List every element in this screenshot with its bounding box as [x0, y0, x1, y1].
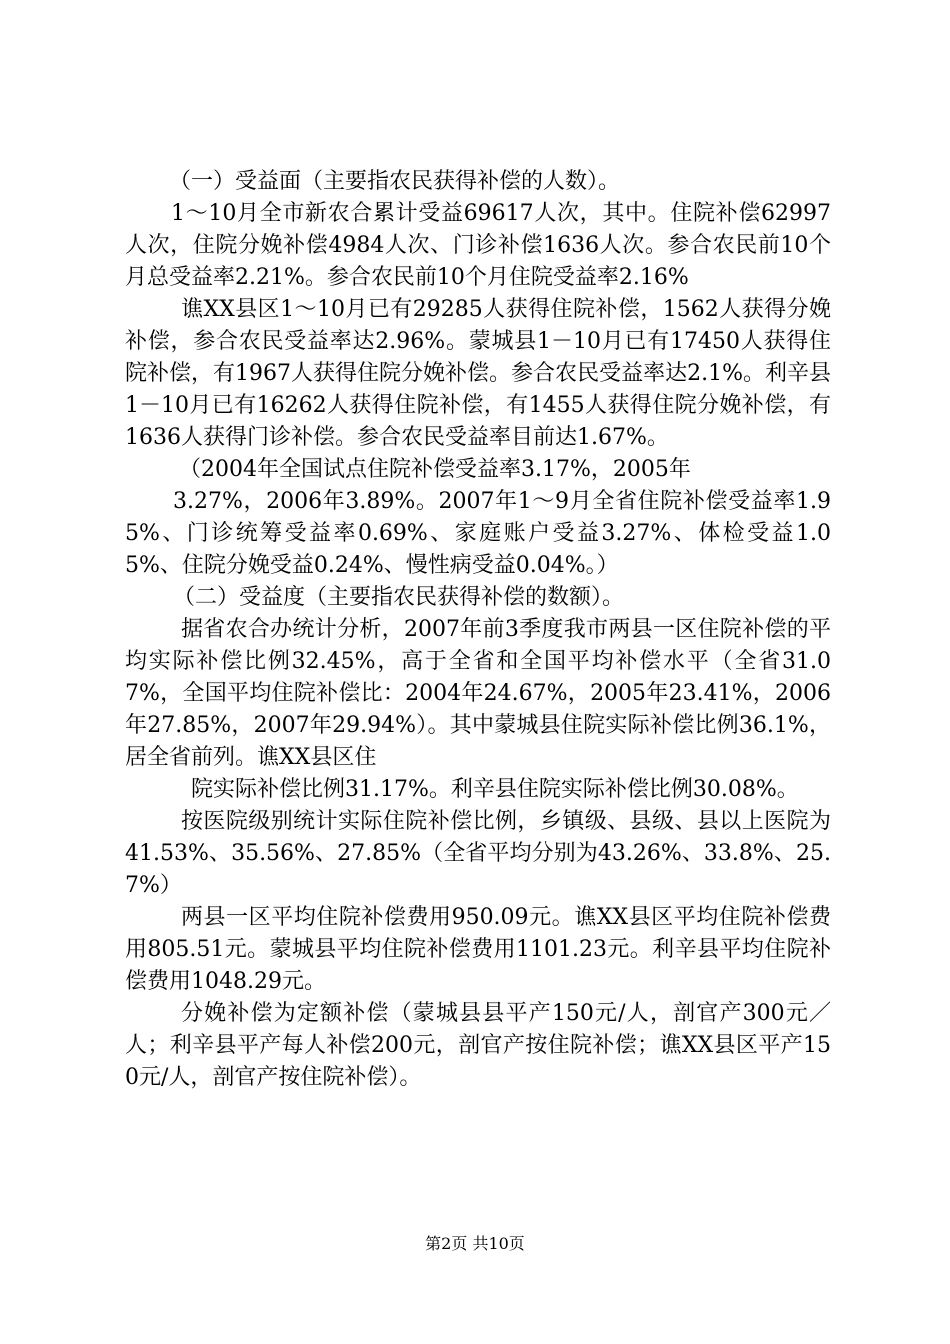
paragraph-compensation-ratio-cont: 院实际补偿比例31.17%。利辛县住院实际补偿比例30.08%。: [191, 777, 799, 802]
page-number-label: 第2页 共10页: [425, 1234, 525, 1253]
paragraph-city-total: 1～10月全市新农合累计受益69617人次，其中。住院补偿62997人次，住院分娩补偿4984人次、门诊补偿1636人次。参合农民前10个月总受益率2.21%。参合农民前10个月住院受益率2.16%: [125, 201, 831, 290]
paragraph-childbirth-compensation: 分娩补偿为定额补偿（蒙城县县平产150元/人，剖官产300元／人；利辛县平产每人补偿200元，剖官产按住院补偿；谯XX县区平产150元/人，剖官产按住院补偿）。: [125, 1001, 831, 1090]
paragraph-national-note-line1: （2004年全国试点住院补偿受益率3.17%，2005年: [179, 457, 691, 482]
paragraph-average-cost: 两县一区平均住院补偿费用950.09元。谯XX县区平均住院补偿费用805.51元。蒙城县平均住院补偿费用1101.23元。利辛县平均住院补偿费用1048.29元。: [125, 905, 831, 994]
section-heading-beneficiary-coverage: （一）受益面（主要指农民获得补偿的人数）。: [169, 169, 621, 194]
document-body: [125, 166, 831, 1094]
page-footer: [0, 1234, 950, 1254]
paragraph-compensation-ratio: 据省农合办统计分析，2007年前3季度我市两县一区住院补偿的平均实际补偿比例32.45%，高于全省和全国平均补偿水平（全省31.07%，全国平均住院补偿比：2004年24.67%，2005年23.41%，2006年27.85%，2007年29.94%）。其中蒙城县住院实际补偿比例36.1%，居全省前列。谯XX县区住: [125, 617, 831, 770]
paragraph-hospital-level: 按医院级别统计实际住院补偿比例，乡镇级、县级、县以上医院为41.53%、35.56%、27.85%（全省平均分别为43.26%、33.8%、25.7%）: [125, 809, 831, 898]
paragraph-county-stats: 谯XX县区1～10月已有29285人获得住院补偿，1562人获得分娩补偿，参合农民受益率达2.96%。蒙城县1－10月已有17450人获得住院补偿，有1967人获得住院分娩补偿。参合农民受益率达2.1%。利辛县1－10月已有16262人获得住院补偿，有1455人获得住院分娩补偿，有1636人获得门诊补偿。参合农民受益率目前达1.67%。: [125, 297, 831, 450]
paragraph-national-note-rest: 3.27%，2006年3.89%。2007年1～9月全省住院补偿受益率1.95%、门诊统筹受益率0.69%、家庭账户受益3.27%、体检受益1.05%、住院分娩受益0.24%、慢性病受益0.04%。）: [125, 489, 831, 578]
section-heading-beneficiary-degree: （二）受益度（主要指农民获得补偿的数额）。: [173, 585, 625, 610]
